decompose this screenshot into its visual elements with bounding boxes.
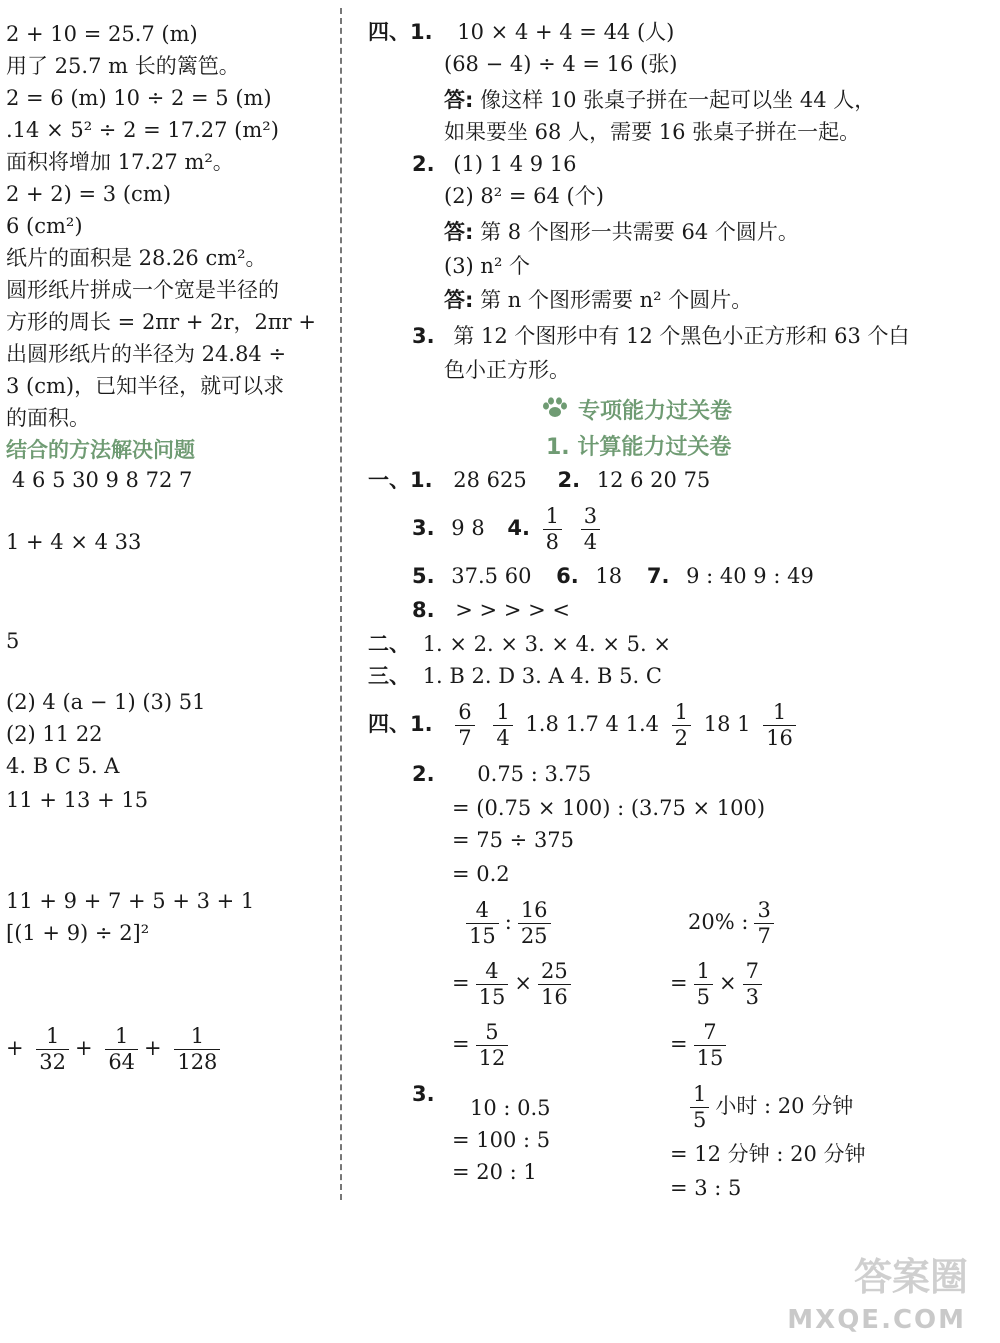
- answer-line: 3. 第 12 个图形中有 12 个黑色小正方形和 63 个白: [412, 324, 910, 348]
- fraction: $\frac{16}{25}$: [518, 898, 551, 949]
- left-line: (2) 4 (a − 1) (3) 51: [6, 690, 206, 714]
- left-fraction-sum: + $\frac{1}{32}$ + $\frac{1}{64}$ + $\frac{1}{128}$: [6, 1024, 226, 1075]
- answer-line: 10 : 0.5: [470, 1096, 551, 1120]
- answer-line: 答: 像这样 10 张桌子拼在一起可以坐 44 人，: [444, 88, 876, 112]
- answer-line: (68 − 4) ÷ 4 = 16 (张): [444, 52, 678, 76]
- fraction: $\frac{1}{4}$: [493, 700, 512, 751]
- answer-line: = $\frac{5}{12}$: [452, 1016, 514, 1072]
- answer-label: 答:: [444, 88, 474, 112]
- answer-line: = 75 ÷ 375: [452, 828, 575, 852]
- left-line: 4 6 5 30 9 8 72 7: [12, 468, 193, 492]
- fraction: $\frac{3}{4}$: [581, 504, 600, 555]
- fraction: $\frac{5}{12}$: [476, 1020, 509, 1071]
- answer-line: = 0.2: [452, 862, 510, 886]
- left-line: 出圆形纸片的半径为 24.84 ÷: [6, 342, 287, 366]
- fraction: $\frac{1}{5}$: [690, 1082, 709, 1133]
- left-line: 的面积。: [6, 406, 90, 430]
- left-line: 2 + 2) = 3 (cm): [6, 182, 171, 206]
- left-line: [(1 + 9) ÷ 2]²: [6, 921, 150, 945]
- sub-title: 1. 计算能力过关卷: [546, 435, 732, 460]
- left-line: 11 + 9 + 7 + 5 + 3 + 1: [6, 889, 255, 913]
- answer-line: = 12 分钟 : 20 分钟: [670, 1142, 866, 1166]
- answer-line: 二、 1. × 2. × 3. × 4. × 5. ×: [368, 632, 671, 656]
- answer-line: 2. 0.75 : 3.75: [412, 762, 592, 786]
- answer-line: 5. 37.5 60 6. 18 7. 9 : 40 9 : 49: [412, 564, 814, 588]
- left-line: 11 + 13 + 15: [6, 788, 149, 812]
- question-number: 2.: [412, 152, 435, 176]
- answer-line: $\frac{1}{5}$ 小时 : 20 分钟: [684, 1078, 853, 1134]
- left-column: [0, 0, 335, 1343]
- left-section-heading: 结合的方法解决问题: [6, 438, 195, 462]
- question-number: 3.: [412, 324, 435, 348]
- answer-line: 如果要坐 68 人，需要 16 张桌子拼在一起。: [444, 120, 861, 144]
- left-line: 用了 25.7 m 长的篱笆。: [6, 54, 240, 78]
- fraction: $\frac{1}{5}$: [694, 959, 713, 1010]
- fraction: $\frac{7}{3}$: [743, 959, 762, 1010]
- answer-line: = 100 : 5: [452, 1128, 551, 1152]
- fraction: $\frac{4}{15}$: [466, 898, 499, 949]
- answer-line: = $\frac{1}{5}$ × $\frac{7}{3}$: [670, 955, 768, 1011]
- answer-line: 四、1. 10 × 4 + 4 = 44 (人): [368, 20, 675, 44]
- fraction: $\frac{1}{128}$: [174, 1024, 220, 1075]
- answer-line: = $\frac{7}{15}$: [670, 1016, 732, 1072]
- left-line: 1 + 4 × 4 33: [6, 530, 142, 554]
- question-number: 3.: [412, 1082, 435, 1106]
- left-line: 2 = 6 (m) 10 ÷ 2 = 5 (m): [6, 86, 272, 110]
- watermark-url: MXQE.COM: [787, 1305, 966, 1335]
- fraction: $\frac{4}{15}$: [476, 959, 509, 1010]
- answer-line: 三、 1. B 2. D 3. A 4. B 5. C: [368, 664, 662, 688]
- answer-line: 2. (1) 1 4 9 16: [412, 152, 577, 176]
- fraction: $\frac{25}{16}$: [538, 959, 571, 1010]
- left-line: 5: [6, 629, 20, 653]
- section-title: 专项能力过关卷: [540, 396, 732, 428]
- answer-line: = 20 : 1: [452, 1160, 537, 1184]
- answer-line: 答: 第 8 个图形一共需要 64 个圆片。: [444, 220, 799, 244]
- fraction: $\frac{6}{7}$: [455, 700, 474, 751]
- answer-line: (3) n² 个: [444, 254, 531, 278]
- left-line: (2) 11 22: [6, 722, 103, 746]
- answer-line: $\frac{4}{15}$ : $\frac{16}{25}$: [460, 894, 557, 950]
- fraction: $\frac{1}{8}$: [543, 504, 562, 555]
- fraction: $\frac{1}{16}$: [763, 700, 796, 751]
- answer-label: 答:: [444, 220, 474, 244]
- answer-line: (2) 8² = 64 (个): [444, 184, 604, 208]
- left-line: 3 (cm)，已知半径，就可以求: [6, 374, 285, 398]
- left-line: .14 × 5² ÷ 2 = 17.27 (m²): [6, 118, 279, 142]
- question-number: 四、1.: [368, 20, 433, 44]
- left-line: 4. B C 5. A: [6, 754, 120, 778]
- watermark-logo: [787, 1255, 988, 1339]
- answer-line: 色小正方形。: [444, 358, 570, 382]
- plus-sign: +: [6, 1036, 24, 1060]
- left-line: 纸片的面积是 28.26 cm²。: [6, 246, 267, 270]
- right-column: [362, 0, 1000, 1343]
- answer-line: 答: 第 n 个图形需要 n² 个圆片。: [444, 288, 753, 312]
- left-line: 方形的周长 = 2πr + 2r，2πr +: [6, 310, 316, 334]
- left-line: 面积将增加 17.27 m²。: [6, 150, 234, 174]
- left-line: 6 (cm²): [6, 214, 83, 238]
- answer-line: = $\frac{4}{15}$ × $\frac{25}{16}$: [452, 955, 577, 1011]
- fraction: $\frac{7}{15}$: [694, 1020, 727, 1071]
- answer-line: 20% : $\frac{3}{7}$: [688, 894, 780, 950]
- fraction: $\frac{3}{7}$: [754, 898, 773, 949]
- answer-line: 8. > > > > <: [412, 598, 570, 622]
- answer-line: 3. 9 8 4. $\frac{1}{8}$ $\frac{3}{4}$: [412, 500, 606, 556]
- column-divider: [340, 8, 342, 1200]
- answer-line: 四、1. $\frac{6}{7}$ $\frac{1}{4}$ 1.8 1.7 4 1.4 $\frac{1}{2}$ 18 1 $\frac{1}{16}$: [368, 696, 802, 752]
- watermark-text: 答案圈: [853, 1255, 968, 1299]
- left-line: 圆形纸片拼成一个宽是半径的: [6, 278, 279, 302]
- fraction: $\frac{1}{64}$: [105, 1024, 138, 1075]
- answer-line: = 3 : 5: [670, 1176, 742, 1200]
- answer-line: = (0.75 × 100) : (3.75 × 100): [452, 796, 766, 820]
- fraction: $\frac{1}{2}$: [672, 700, 691, 751]
- paw-icon: [540, 396, 570, 428]
- left-line: 2 + 10 = 25.7 (m): [6, 22, 198, 46]
- answer-line: 一、1. 28 625 2. 12 6 20 75: [368, 468, 711, 492]
- fraction: $\frac{1}{32}$: [36, 1024, 69, 1075]
- answer-label: 答:: [444, 288, 474, 312]
